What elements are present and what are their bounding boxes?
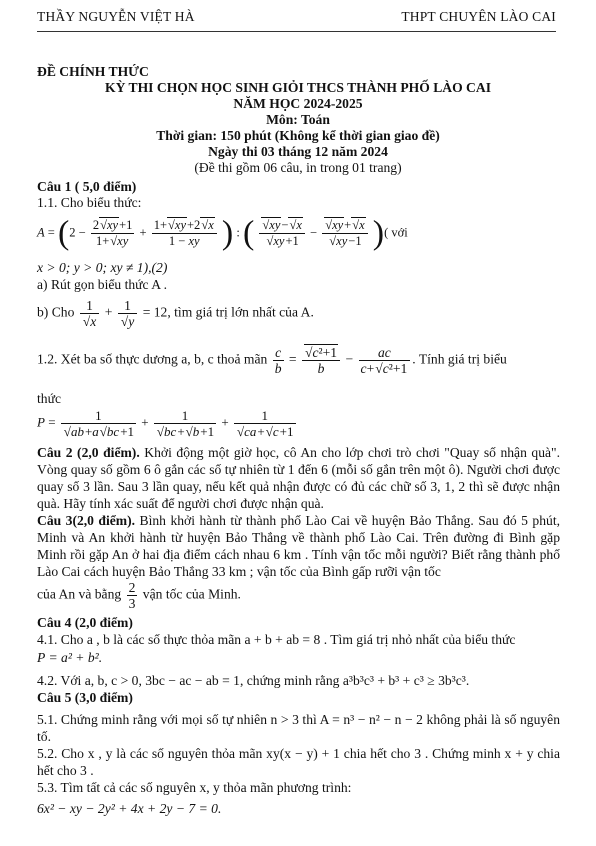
expression-P: P = 1 √ ab+a√ bc+1 + 1 √ bc+√ b+1 + 1 √ ca+√ c+1 xyxy=(37,408,556,444)
q4-1-expression: P = a² + b². xyxy=(37,650,103,665)
header-teacher: THẦY NGUYỄN VIỆT HÀ xyxy=(37,9,195,24)
q5-heading: Câu 5 (3,0 điểm) xyxy=(37,690,133,705)
expression-A: A = (2 − $\frac{2√ xy+1}{1+√ xy}$ + $\frac{1+√ xy+2√ x}{1 - xy}$ ) : ( √ xy−√ x √ xy+1 − √ xy+√ x √ xy−1 )( với xyxy=(37,218,556,258)
q2-text: Khởi động một giờ học, cô An cho lớp chơi trò chơi "Quay số nhận quà". Vòng quay số gồm 6 ô gắn các số tự nhiên từ 1 đến 6 (mỗi số gắn trên một ô). Người chơi được quay số 3 lần. Sau 3 lần quay, nếu kết quả nhận được có đủ các chữ số 3, 1, 2 thì sẽ được nhận quà. Hãy tính xác suất để người chơi được nhận quà. xyxy=(37,445,560,511)
q4-1-text: 4.1. Cho a , b là các số thực thỏa mãn a + b + ab = 8 . Tìm giá trị nhỏ nhất của biểu thức xyxy=(37,632,516,647)
q1-2-statement: 1.2. Xét ba số thực dương a, b, c thoả mãn $\frac{c}{b}$ = √ $\frac{\text{c²+1}}{b}$ − $\frac{ac}{\text{c+√ c²+1}}$ . Tính giá trị biểu xyxy=(37,345,556,385)
q5-3-equation: 6x² − xy − 2y² + 4x + 2y − 7 = 0. xyxy=(37,801,222,816)
header-divider xyxy=(37,31,556,32)
q5-2-text: 5.2. Cho x , y là các số nguyên thỏa mãn xy(x − y) + 1 chia hết cho 3 . Chứng minh x + y chia hết cho 3 . xyxy=(37,746,560,778)
q1-part-b: b) Cho 1 √ x + 1 √ y = 12, tìm giá trị lớn nhất của A. xyxy=(37,298,556,334)
q5-1-text: 5.1. Chứng minh rằng với mọi số tự nhiên n > 3 thì A = n³ − n² − n − 2 không phải là số nguyên tố. xyxy=(37,712,560,744)
exam-title: KỲ THI CHỌN HỌC SINH GIỎI THCS THÀNH PHỐ LÀO CAI xyxy=(105,80,491,95)
q1-condition: x > 0; y > 0; xy ≠ 1),(2) xyxy=(37,260,168,275)
q1-heading: Câu 1 ( 5,0 điểm) xyxy=(37,179,137,194)
q3-text: Bình khởi hành từ thành phố Lào Cai về huyện Bảo Thắng. Sau đó 5 phút, Minh và An khởi hành từ huyện Bảo Thắng về thành phố Lào Cai. Trên đường đi Bình gặp Minh rồi gặp An ở hai địa điểm cách nhau 6 km . Tính vận tốc mỗi người? Biết rằng thành phố Lào Cai cách huyện Bảo Thắng 33 km ; vận tốc của Bình gấp rưỡi vận tốc xyxy=(37,513,560,579)
q4-2-text: 4.2. Với a, b, c > 0, 3bc − ac − ab = 1, chứng minh rằng a³b³c³ + b³ + c³ ≥ 3b³c³. xyxy=(37,673,470,688)
q4-heading: Câu 4 (2,0 điểm) xyxy=(37,615,133,630)
q3-block xyxy=(37,512,560,580)
q1-2-continuation: thức xyxy=(37,391,61,406)
official-label: ĐỀ CHÍNH THỨC xyxy=(37,64,149,79)
q1-part-a: a) Rút gọn biểu thức A . xyxy=(37,277,168,292)
q5-3-text: 5.3. Tìm tất cả các số nguyên x, y thỏa mãn phương trình: xyxy=(37,780,352,795)
header-school: THPT CHUYÊN LÀO CAI xyxy=(401,9,556,24)
exam-time: Thời gian: 150 phút (Không kể thời gian giao đề) xyxy=(156,128,440,143)
q2-heading: Câu 2 (2,0 điểm). xyxy=(37,445,140,460)
q3-heading: Câu 3(2,0 điểm). xyxy=(37,513,136,528)
exam-year: NĂM HỌC 2024-2025 xyxy=(233,96,363,111)
q2-block xyxy=(37,444,560,512)
exam-date: Ngày thi 03 tháng 12 năm 2024 xyxy=(208,144,388,159)
exam-subject: Môn: Toán xyxy=(266,112,330,127)
q3-last-line: của An và bằng $\frac{2}{3}$ vận tốc của Minh. xyxy=(37,580,241,611)
exam-note: (Đề thi gồm 06 câu, in trong 01 trang) xyxy=(194,160,402,175)
q1-1-intro: 1.1. Cho biểu thức: xyxy=(37,195,142,210)
